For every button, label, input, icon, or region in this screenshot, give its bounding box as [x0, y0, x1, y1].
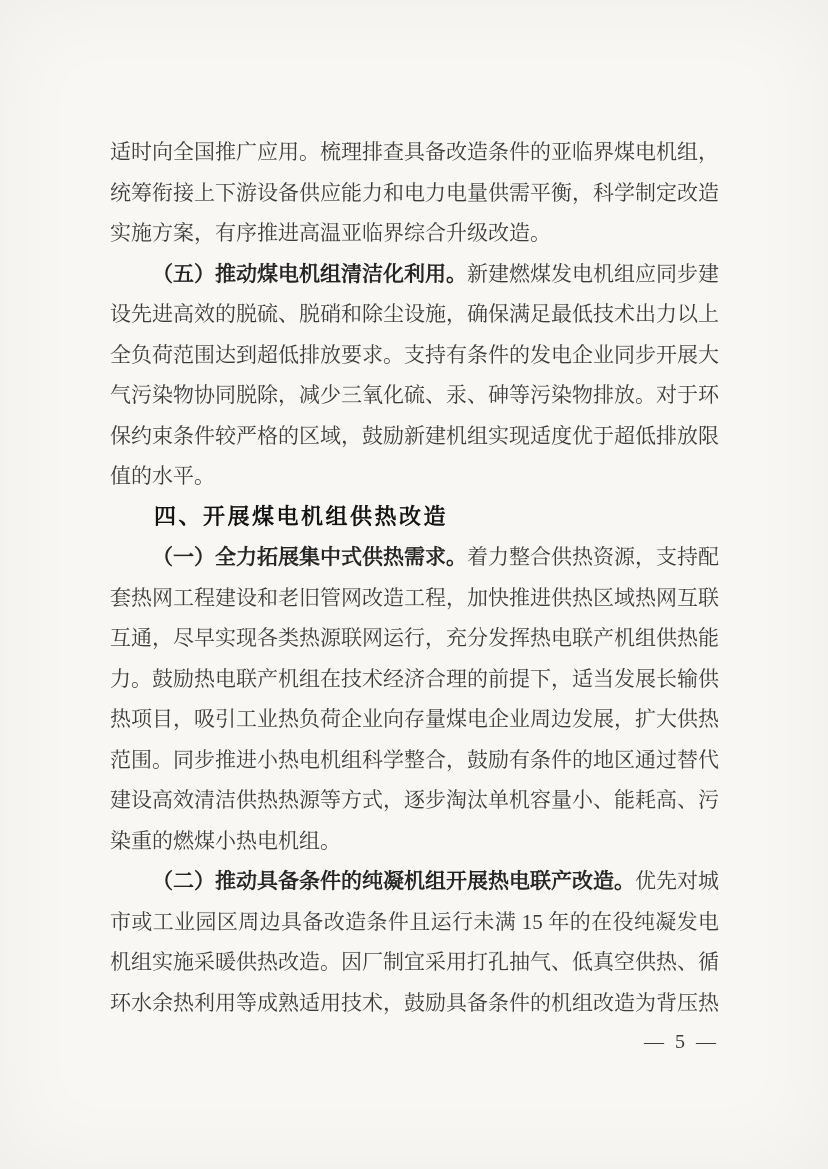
paragraph-text: 优先对城市或工业园区周边具备改造条件且运行未满 15 年的在役纯凝发电机组实施采暖供热改造。因厂制宜采用打孔抽气、低真空供热、循环水余热利用等成熟适用技术，鼓励具备条件的机组改造为背压热 [110, 869, 719, 1015]
paragraph-text: 适时向全国推广应用。梳理排查具备改造条件的亚临界煤电机组，统筹衔接上下游设备供应能力和电力电量供需平衡，科学制定改造实施方案，有序推进高温亚临界综合升级改造。 [110, 140, 719, 245]
page-number: — 5 — [644, 1031, 719, 1053]
paragraph-clause-2 [110, 861, 719, 1023]
paragraph-text: 新建燃煤发电机组应同步建设先进高效的脱硫、脱硝和除尘设施，确保满足最低技术出力以上全负荷范围达到超低排放要求。支持有条件的发电企业同步开展大气污染物协同脱除，减少三氧化硫、汞、砷等污染物排放。对于环保约束条件较严格的区域，鼓励新建机组实现适度优于超低排放限值的水平。 [110, 261, 719, 488]
paragraph-text: 着力整合供热资源，支持配套热网工程建设和老旧管网改造工程，加快推进供热区域热网互联互通，尽早实现各类热源联网运行，充分发挥热电联产机组供热能力。鼓励热电联产机组在技术经济合理的前提下，适当发展长输供热项目，吸引工业热负荷企业向存量煤电企业周边发展，扩大供热范围。同步推进小热电机组科学整合，鼓励有条件的地区通过替代建设高效清洁供热热源等方式，逐步淘汰单机容量小、能耗高、污染重的燃煤小热电机组。 [110, 545, 719, 853]
section-heading-4: 四、开展煤电机组供热改造 [154, 503, 449, 529]
paragraph-clause-5 [110, 254, 719, 497]
document-body [110, 132, 719, 1023]
paragraph-continuation [110, 132, 719, 254]
paragraph-clause-1 [110, 537, 719, 861]
clause-1-lead: （一）全力拓展集中式供热需求。 [152, 545, 467, 569]
clause-2-lead: （二）推动具备条件的纯凝机组开展热电联产改造。 [152, 869, 635, 893]
clause-5-lead: （五）推动煤电机组清洁化利用。 [152, 261, 467, 286]
